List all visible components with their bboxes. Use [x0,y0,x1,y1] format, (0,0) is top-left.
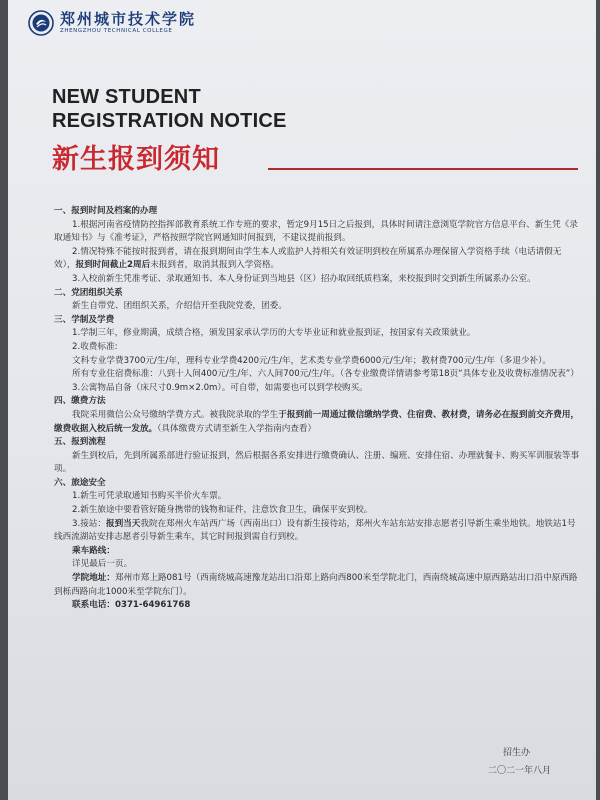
paragraph: 文科专业学费3700元/生/年，理科专业学费4200元/生/年，艺术类专业学费6000元/生/年；教材费700元/生/年（多退少补）。 [72,355,552,366]
paragraph [54,518,582,545]
school-name-cn: 郑州城市技术学院 [60,10,197,28]
notice-page [8,0,596,800]
paragraph: 1.学制三年，修业期满，成绩合格，颁发国家承认学历的大专毕业证和就业报到证，按国家有关政策就业。 [72,328,476,339]
text: 我院在郑州火车站西广场（西南出口）设有新生接待站，郑州火车站东站安排志愿者引导新生乘坐地铁。地铁站1号线西流湖站安排志愿者引导新生乘车，其它时间报到需自行到校。 [54,518,576,543]
school-name-en: ZHENGZHOU TECHNICAL COLLEGE [60,28,173,34]
bold-text: 报到时间截止2周后 [75,260,151,271]
section-heading: 三、学制及学费 [54,314,115,325]
paragraph: 3.公寓物品自备（床尺寸0.9m×2.0m）。可自带，如需要也可以到学校购买。 [72,382,368,393]
issue-date: 二〇二一年八月 [488,766,552,776]
paragraph [54,246,582,273]
address-text: 郑州市郑上路081号（西南绕城高速豫龙站出口沿郑上路向西800米至学院北门，西南绕城高速中原西路站出口沿中原西路到栎西路向北1000米至学院东门）。 [54,573,578,597]
route-label: 乘车路线： [72,545,115,556]
bold-text: 报到当天 [105,518,141,529]
notice-body [54,205,582,613]
paragraph: 新生到校后，先到所属系部进行验证报到，然后根据各系安排进行缴费确认、注册、编班、安排住宿、办理就餐卡、购买军训服装等事项。 [54,450,580,475]
title-cn: 新生报到须知 [52,144,220,175]
title-en-line1: NEW STUDENT [52,86,201,108]
school-header [28,10,196,36]
section-heading: 四、缴费方法 [54,396,106,407]
text: 未报到者，取消其报到入学资格。 [150,260,280,271]
text: 2.情况特殊不能按时报到者，请在报到期间由学生本人或监护人持相关有效证明到校在所属系办理保留入学资格手续（电话请假无效）， [54,246,562,271]
text: 3.接站： [72,518,106,529]
paragraph: 新生自带党、团组织关系，介绍信开至我院党委，团委。 [72,301,287,312]
title-en-line2: REGISTRATION NOTICE [52,110,287,132]
section-heading: 一、报到时间及档案的办理 [54,206,158,216]
paragraph [54,409,582,436]
phone-number: 0371-64961768 [114,600,191,611]
text: 我院采用微信公众号缴纳学费方式。被我院录取的学生 [72,409,279,420]
paragraph: 3.入校前新生凭准考证、录取通知书、本人身份证到当地县（区）招办取回纸质档案，来校报到时交到新生所属系办公室。 [72,273,536,284]
paragraph: 2.收费标准: [72,341,118,352]
title-divider [268,168,578,170]
paragraph: 1.新生可凭录取通知书购买半价火车票。 [72,491,227,502]
section-heading: 五、报到流程 [54,437,106,448]
bold-text: 于报到前一周通过微信缴纳学费、住宿费、教材费，请务必在报到前交齐费用，缴费收据入校后统一发放。 [54,409,580,434]
address-label: 学院地址： [72,573,115,584]
paragraph: 2.新生旅途中要看管好随身携带的钱物和证件，注意饮食卫生，确保平安到校。 [72,505,373,516]
phone-label: 联系电话： [72,600,115,611]
section-heading: 六、旅途安全 [54,477,106,488]
text: （具体缴费方式请至新生入学指南内查看） [157,423,317,434]
issuer: 招生办 [503,748,531,758]
paragraph: 1.根据河南省疫情防控指挥部教育系统工作专班的要求，暂定9月15日之后报到，具体时间请注意浏览学院官方信息平台、新生凭《录取通知书》与《准考证》，严格按照学院官网通知时间报到，不建议提前报到。 [54,219,578,244]
address [54,572,582,599]
contact-phone [54,599,582,613]
route-text: 详见最后一页。 [72,559,133,570]
school-logo-icon [28,10,54,36]
section-heading: 二、党团组织关系 [54,287,123,298]
paragraph: 所有专业住宿费标准：八到十人间400元/生/年、六人间700元/生/年。（各专业缴费详情请参考第18页“具体专业及收费标准情况表”） [72,369,579,380]
